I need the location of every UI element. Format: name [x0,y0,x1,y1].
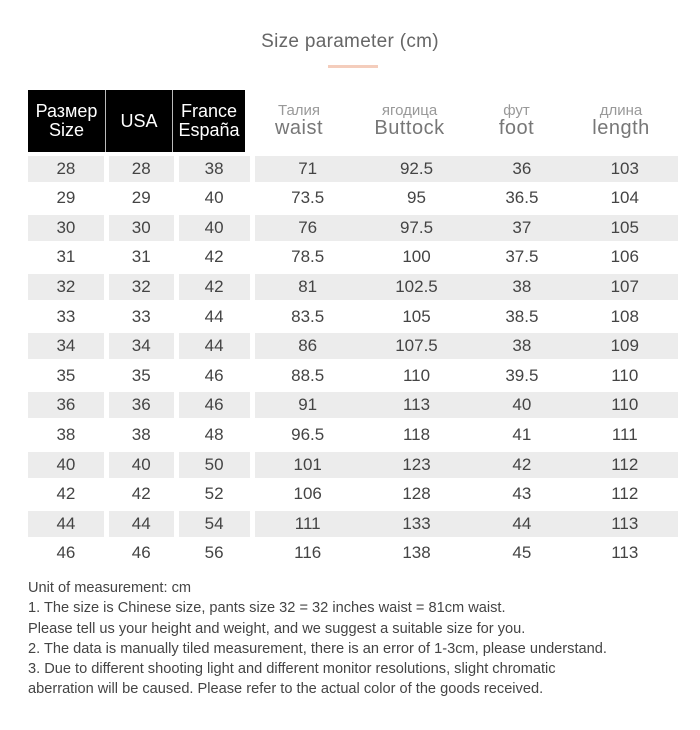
cell-size: 33 [56,306,76,326]
cell-waist: 116 [294,543,322,563]
cell-foot: 36.5 [505,188,539,208]
cell-waist: 101 [255,452,361,478]
cell-usa: 33 [131,306,151,326]
cell-usa: 46 [131,543,151,563]
header-length-en: length [592,117,650,140]
cell-france-espana: 42 [204,247,224,267]
cell-length: 111 [611,424,638,444]
cell-length: 110 [611,365,639,385]
table-row [28,481,678,507]
cell-france-espana: 40 [179,215,250,241]
page-title: Size parameter (cm) [261,31,439,52]
cell-waist: 88.5 [291,365,325,385]
cell-usa: 40 [109,452,174,478]
cell-size: 34 [28,333,104,359]
cell-usa: 30 [109,215,174,241]
note-line: 1. The size is Chinese size, pants size 32 = 32 inches waist = 81cm waist. [28,600,506,617]
cell-size: 32 [28,274,104,300]
cell-waist: 73.5 [291,188,325,208]
cell-usa: 29 [131,188,151,208]
table-row [28,333,678,359]
cell-usa: 34 [109,333,174,359]
cell-size: 35 [56,365,76,385]
cell-foot: 39.5 [505,365,539,385]
notes [28,578,688,700]
cell-length: 107 [572,274,678,300]
cell-waist: 96.5 [291,424,325,444]
note-line: aberration will be caused. Please refer to the actual color of the goods received. [28,681,544,698]
table-row [28,274,678,300]
cell-buttock: 133 [361,511,472,537]
note-line: Please tell us your height and weight, and we suggest a suitable size for you. [28,620,526,637]
header-foot-en: foot [498,117,535,140]
cell-foot: 40 [472,392,571,418]
cell-foot: 37 [472,215,571,241]
cell-usa: 42 [131,484,151,504]
note-line: 2. The data is manually tiled measurement, there is an error of 1-3cm, please understand. [28,640,607,657]
header-waist-en: waist [274,117,324,140]
cell-length: 112 [572,452,678,478]
cell-usa: 32 [109,274,174,300]
header-waist [245,90,353,152]
cell-buttock: 102.5 [361,274,472,300]
cell-france-espana: 48 [204,424,224,444]
table-header [28,90,678,152]
cell-france-espana: 46 [204,365,224,385]
cell-foot: 38 [472,333,571,359]
cell-buttock: 92.5 [361,156,472,182]
cell-waist: 106 [293,484,322,504]
cell-buttock: 100 [402,247,431,267]
table-row [28,540,678,566]
cell-france-espana: 46 [179,392,250,418]
header-size-ru: Размер [35,101,98,122]
header-buttock-ru: ягодица [381,101,438,119]
cell-buttock: 95 [407,188,426,208]
header-buttock-en: Buttock [374,117,445,140]
cell-france-espana: 44 [204,306,224,326]
cell-usa: 28 [109,156,174,182]
table-row [28,156,678,182]
cell-buttock: 110 [402,365,431,385]
cell-foot: 38.5 [505,306,539,326]
header-buttock [353,90,466,152]
table-row [28,422,678,448]
cell-waist: 86 [255,333,361,359]
cell-waist: 91 [255,392,361,418]
cell-size: 40 [28,452,104,478]
cell-usa: 44 [109,511,174,537]
cell-waist: 78.5 [291,247,325,267]
note-line: 3. Due to different shooting light and different monitor resolutions, slight chromatic [28,661,556,678]
cell-size: 29 [56,188,76,208]
header-foot-ru: фут [503,101,530,119]
cell-waist: 71 [255,156,361,182]
header-length-ru: длина [599,101,643,119]
table-row [28,392,678,418]
header-usa [105,90,172,152]
cell-buttock: 128 [402,484,431,504]
cell-foot: 41 [512,424,532,444]
size-table [28,90,678,566]
cell-usa: 38 [131,424,151,444]
cell-length: 113 [572,511,678,537]
cell-size: 42 [56,484,76,504]
cell-buttock: 105 [402,306,431,326]
title-underline [328,65,378,68]
cell-length: 104 [610,188,639,208]
table-row [28,452,678,478]
table-row [28,215,678,241]
note-line: Unit of measurement: cm [28,580,192,596]
header-espana-label: España [178,120,240,140]
cell-size: 31 [56,247,76,267]
header-usa-label: USA [120,110,158,131]
header-waist-ru: Талия [277,101,321,119]
cell-france-espana: 52 [204,484,224,504]
cell-france-espana: 50 [179,452,250,478]
header-length [567,90,675,152]
cell-foot: 36 [472,156,571,182]
cell-length: 105 [572,215,678,241]
cell-length: 112 [611,484,639,504]
table-row [28,244,678,270]
header-foot [466,90,567,152]
cell-length: 103 [572,156,678,182]
cell-foot: 43 [512,484,532,504]
cell-waist: 83.5 [291,306,325,326]
cell-buttock: 113 [361,392,472,418]
cell-size: 36 [28,392,104,418]
cell-buttock: 123 [361,452,472,478]
cell-buttock: 97.5 [361,215,472,241]
cell-size: 28 [28,156,104,182]
cell-france-espana: 38 [179,156,250,182]
table-row [28,363,678,389]
cell-waist: 111 [255,511,361,537]
cell-france-espana: 54 [179,511,250,537]
table-row [28,511,678,537]
cell-buttock: 138 [402,543,431,563]
cell-foot: 38 [472,274,571,300]
header-france [172,90,245,152]
cell-france-espana: 56 [204,543,224,563]
table-row [28,304,678,330]
cell-france-espana: 40 [204,188,224,208]
header-size [28,90,105,152]
cell-waist: 81 [255,274,361,300]
cell-foot: 42 [472,452,571,478]
cell-length: 109 [572,333,678,359]
cell-size: 44 [28,511,104,537]
cell-length: 110 [572,392,678,418]
cell-buttock: 107.5 [361,333,472,359]
cell-usa: 36 [109,392,174,418]
table-body [28,156,678,567]
cell-buttock: 118 [402,424,431,444]
cell-foot: 37.5 [505,247,539,267]
cell-france-espana: 42 [179,274,250,300]
cell-foot: 45 [512,543,532,563]
cell-usa: 35 [131,365,151,385]
header-france-label: France [180,101,238,122]
cell-length: 108 [610,306,639,326]
cell-foot: 44 [472,511,571,537]
cell-usa: 31 [131,247,151,267]
cell-france-espana: 44 [179,333,250,359]
header-size-en: Size [48,120,84,140]
cell-size: 38 [56,424,76,444]
cell-length: 106 [610,247,639,267]
cell-size: 30 [28,215,104,241]
cell-size: 46 [56,543,76,563]
table-row [28,185,678,211]
cell-waist: 76 [255,215,361,241]
cell-length: 113 [611,543,639,563]
